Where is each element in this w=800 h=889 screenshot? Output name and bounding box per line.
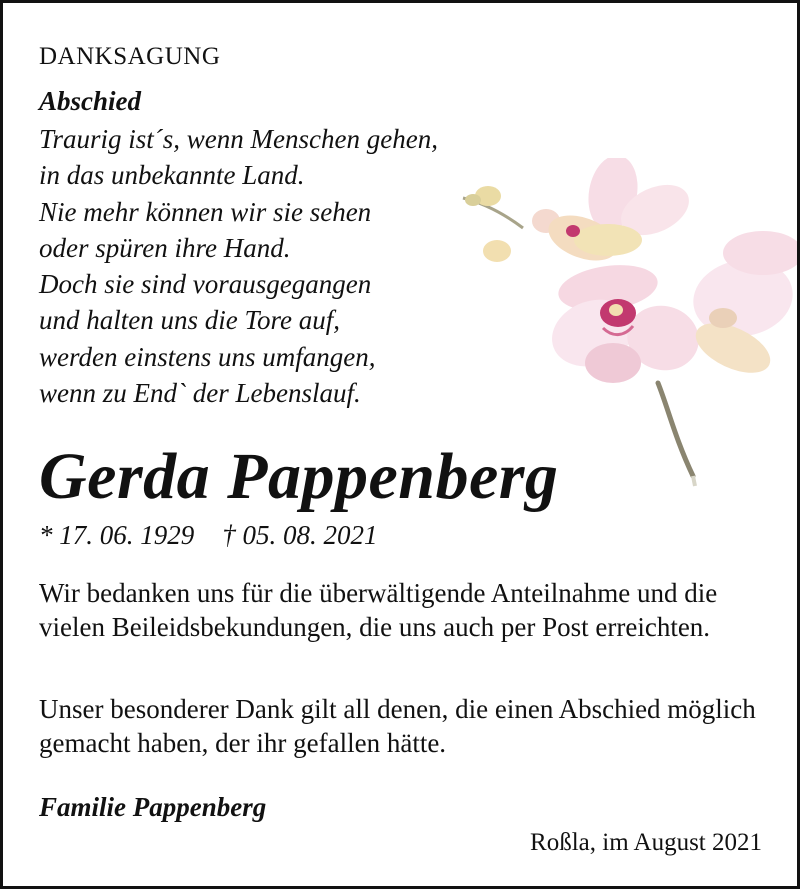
family-signature: Familie Pappenberg [39, 792, 267, 822]
poem-line: oder spüren ihre Hand. [39, 232, 291, 263]
poem-line: Doch sie sind vorausgegangen [39, 269, 372, 300]
thanks-paragraph: Unser besonderer Dank gilt all denen, die einen Abschied möglich gemacht haben, der ihr gefallen hätte. [39, 694, 756, 758]
poem-line: wenn zu End` der Lebenslauf. [39, 378, 361, 409]
poem-line: in das unbekannte Land. [39, 160, 305, 191]
poem-line: werden einstens uns umfangen, [39, 341, 376, 372]
poem-title: Abschied [39, 86, 142, 116]
poem-line: Traurig ist´s, wenn Menschen gehen, [39, 124, 438, 154]
poem-line: und halten uns die Tore auf, [39, 305, 341, 336]
death-date: † 05. 08. 2021 [222, 520, 378, 550]
place-date: Roßla, im August 2021 [530, 829, 762, 856]
thanks-paragraph: Wir bedanken uns für die überwältigende Anteilnahme und die vielen Beileidsbekundungen, die uns auch per Post erreichten. [39, 578, 718, 642]
poem [39, 121, 438, 411]
life-dates [39, 520, 378, 551]
deceased-name: Gerda Pappenberg [39, 440, 559, 513]
notice-heading: DANKSAGUNG [39, 43, 221, 70]
poem-line: Nie mehr können wir sie sehen [39, 196, 372, 227]
birth-date: * 17. 06. 1929 [39, 520, 195, 550]
